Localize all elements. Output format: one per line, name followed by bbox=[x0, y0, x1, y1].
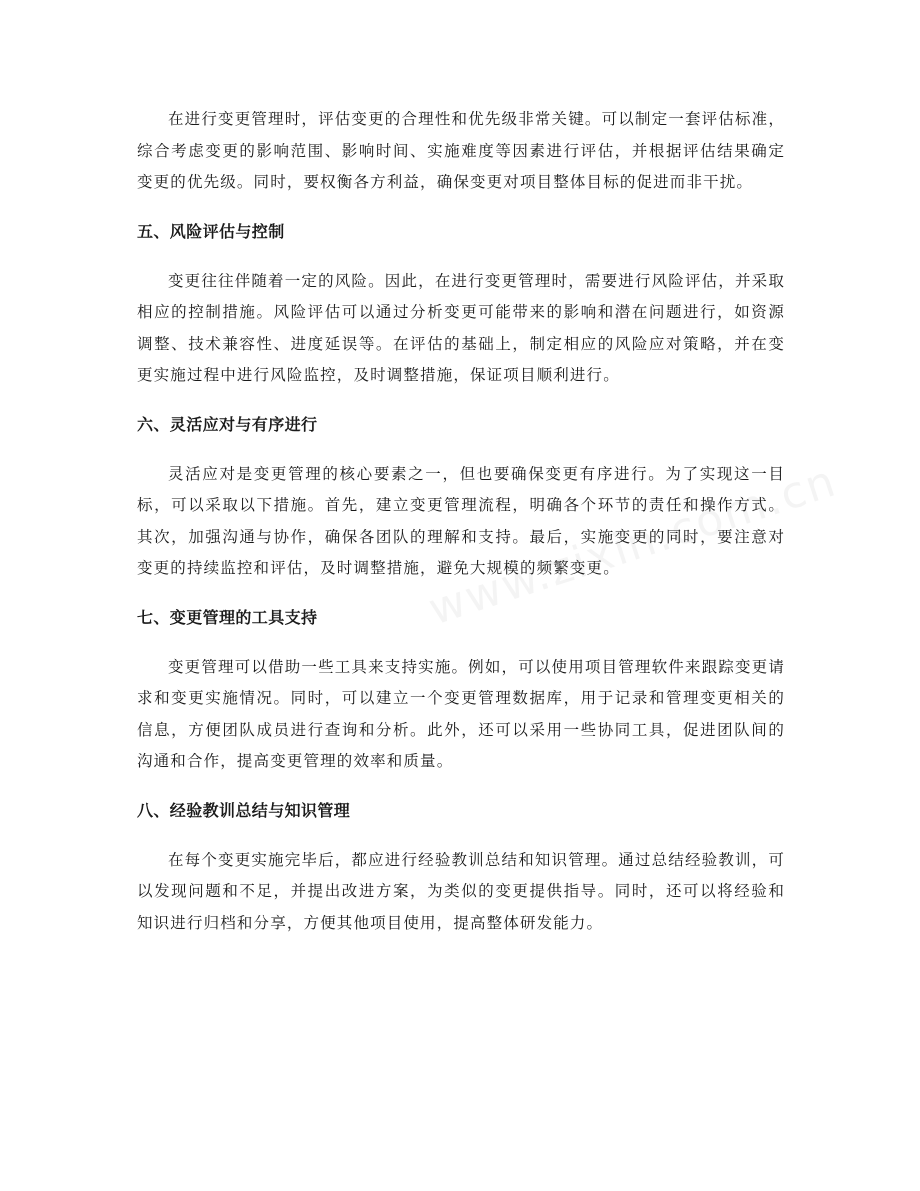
section-heading-7: 七、变更管理的工具支持 bbox=[137, 607, 318, 627]
section-heading-5: 五、风险评估与控制 bbox=[137, 221, 285, 241]
section-heading-6: 六、灵活应对与有序进行 bbox=[137, 414, 318, 434]
section-body-7: 变更管理可以借助一些工具来支持实施。例如，可以使用项目管理软件来跟踪变更请求和变更实施情况。同时，可以建立一个变更管理数据库，用于记录和管理变更相关的信息，方便团队成员进行查询和分析。此外，还可以采用一些协同工具，促进团队间的沟通和合作，提高变更管理的效率和质量。 bbox=[137, 657, 785, 770]
section-body-8: 在每个变更实施完毕后，都应进行经验教训总结和知识管理。通过总结经验教训，可以发现问题和不足，并提出改进方案，为类似的变更提供指导。同时，还可以将经验和知识进行归档和分享，方便其他项目使用，提高整体研发能力。 bbox=[137, 850, 785, 932]
section-body-5: 变更往往伴随着一定的风险。因此，在进行变更管理时，需要进行风险评估，并采取相应的控制措施。风险评估可以通过分析变更可能带来的影响和潜在问题进行，如资源调整、技术兼容性、进度延误等。在评估的基础上，制定相应的风险应对策略，并在变更实施过程中进行风险监控，及时调整措施，保证项目顺利进行。 bbox=[137, 271, 785, 384]
intro-paragraph: 在进行变更管理时，评估变更的合理性和优先级非常关键。可以制定一套评估标准，综合考虑变更的影响范围、影响时间、实施难度等因素进行评估，并根据评估结果确定变更的优先级。同时，要权衡各方利益，确保变更对项目整体目标的促进而非干扰。 bbox=[137, 110, 785, 191]
document-body bbox=[137, 104, 785, 939]
section-heading-8: 八、经验教训总结与知识管理 bbox=[137, 800, 351, 820]
section-body-6: 灵活应对是变更管理的核心要素之一，但也要确保变更有序进行。为了实现这一目标，可以采取以下措施。首先，建立变更管理流程，明确各个环节的责任和操作方式。其次，加强沟通与协作，确保各团队的理解和支持。最后，实施变更的同时，要注意对变更的持续监控和评估，及时调整措施，避免大规模的频繁变更。 bbox=[137, 464, 785, 577]
